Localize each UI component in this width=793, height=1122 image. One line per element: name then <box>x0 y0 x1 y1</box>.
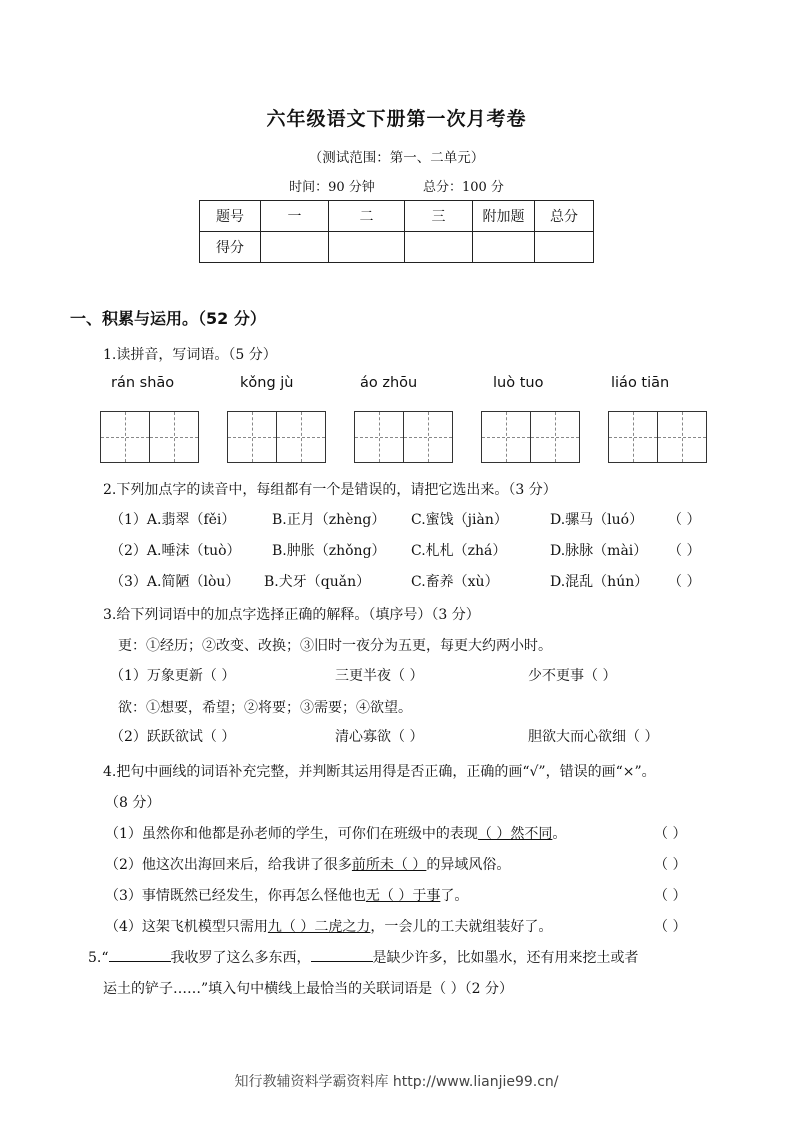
test-scope: （测试范围：第一、二单元） <box>308 150 485 166</box>
judge-blank[interactable]: （ ） <box>654 888 687 904</box>
question-2-prompt: 2.下列加点字的读音中，每组都有一个是错误的，请把它选出来。（3 分） <box>103 482 557 498</box>
yu-item[interactable]: 胆欲大而心欲细（ ） <box>528 729 659 745</box>
option-c: C.畜养（xù） <box>411 574 499 590</box>
option-b: B.犬牙（quǎn） <box>264 574 371 590</box>
question-1-prompt: 1.读拼音，写词语。（5 分） <box>103 347 277 363</box>
score-table <box>199 200 594 263</box>
q4-item-text: ，一会儿的工夫就组装好了。 <box>370 919 553 935</box>
time-limit: 时间：90 分钟 <box>289 180 375 195</box>
q4-underlined-idiom[interactable]: 前所未（ ） <box>351 857 427 873</box>
option-a: （1）A.翡翠（fěi） <box>110 512 236 528</box>
option-a: （3）A.简陋（lòu） <box>110 574 240 590</box>
geng-item[interactable]: （1）万象更新（ ） <box>110 668 236 684</box>
q4-item-text: （3）事情既然已经发生，你再怎么怪他也 <box>105 888 366 904</box>
score-cell: 题号 <box>200 201 261 232</box>
judge-blank[interactable]: （ ） <box>654 919 687 935</box>
score-input-cell[interactable] <box>405 232 473 263</box>
q4-item-text: （1）虽然你和他都是孙老师的学生，可你们在班级中的表现 <box>105 826 478 842</box>
geng-item[interactable]: 少不更事（ ） <box>528 668 617 684</box>
score-cell: 得分 <box>200 232 261 263</box>
writing-grid[interactable] <box>481 411 580 463</box>
judge-blank[interactable]: （ ） <box>654 826 687 842</box>
score-cell: 三 <box>405 201 473 232</box>
question-4-prompt: 4.把句中画线的词语补充完整，并判断其运用得是否正确，正确的画“√”，错误的画“×”。 <box>103 764 656 780</box>
score-input-cell[interactable] <box>535 232 594 263</box>
score-table-header-row <box>200 201 594 232</box>
score-input-cell[interactable] <box>473 232 535 263</box>
q5-text: 是缺少许多，比如墨水，还有用来挖土或者 <box>372 950 639 966</box>
section-heading: 一、积累与运用。（52 分） <box>70 309 266 328</box>
total-score: 总分：100 分 <box>422 180 504 195</box>
yu-item[interactable]: （2）跃跃欲试（ ） <box>110 729 236 745</box>
q4-item-text: （2）他这次出海回来后，给我讲了很多 <box>105 857 352 873</box>
writing-grid[interactable] <box>354 411 453 463</box>
option-a: （2）A.唾沫（tuò） <box>110 543 241 559</box>
question-5-line2: 运土的铲子……”填入句中横线上最恰当的关联词语是（ ）（2 分） <box>103 981 513 997</box>
q4-item <box>105 854 510 874</box>
question-4-points: （8 分） <box>105 795 161 811</box>
writing-grid[interactable] <box>227 411 326 463</box>
answer-blank[interactable]: （ ） <box>668 512 701 528</box>
option-b: B.正月（zhèng） <box>272 512 386 528</box>
q4-item <box>105 916 552 936</box>
definition-yu: 欲：①想要，希望；②将要；③需要；④欲望。 <box>118 700 412 716</box>
q4-underlined-idiom[interactable]: 无（ ）于事 <box>365 888 441 904</box>
pinyin-3: áo zhōu <box>360 375 418 391</box>
q4-item-text: （4）这架飞机模型只需用 <box>105 919 268 935</box>
exam-meta <box>0 176 793 195</box>
fill-blank[interactable] <box>109 949 171 962</box>
score-cell: 总分 <box>535 201 594 232</box>
judge-blank[interactable]: （ ） <box>654 857 687 873</box>
q4-underlined-idiom[interactable]: 九（ ）二虎之力 <box>267 919 371 935</box>
q4-item <box>105 885 468 905</box>
q4-item-text: 的异域风俗。 <box>426 857 511 873</box>
q4-item-text: 。 <box>552 826 567 842</box>
score-cell: 一 <box>261 201 329 232</box>
answer-blank[interactable]: （ ） <box>668 543 701 559</box>
question-5-line1 <box>88 947 639 967</box>
option-d: D.骡马（luó） <box>550 512 644 528</box>
q5-text: 我收罗了这么多东西， <box>170 950 311 966</box>
score-input-cell[interactable] <box>261 232 329 263</box>
pinyin-4: luò tuo <box>493 375 544 391</box>
writing-grid[interactable] <box>100 411 199 463</box>
writing-grid[interactable] <box>608 411 707 463</box>
option-b: B.肿胀（zhǒng） <box>272 543 386 559</box>
q5-text: 5.“ <box>88 950 109 966</box>
option-d: D.混乱（hún） <box>550 574 649 590</box>
footer-watermark: 知行教辅资料学霸资料库 http://www.lianjie99.cn/ <box>234 1074 559 1090</box>
option-c: C.札札（zhá） <box>411 543 507 559</box>
pinyin-1: rán shāo <box>111 375 175 391</box>
definition-geng: 更：①经历；②改变、改换；③旧时一夜分为五更，每更大约两小时。 <box>118 638 552 654</box>
score-table-score-row <box>200 232 594 263</box>
pinyin-2: kǒng jù <box>240 375 294 391</box>
score-input-cell[interactable] <box>329 232 405 263</box>
option-d: D.脉脉（mài） <box>550 543 648 559</box>
pinyin-5: liáo tiān <box>611 375 670 391</box>
fill-blank[interactable] <box>311 949 373 962</box>
page-title: 六年级语文下册第一次月考卷 <box>266 108 527 130</box>
q4-underlined-idiom[interactable]: （ ）然不同 <box>477 826 553 842</box>
q4-item <box>105 823 566 843</box>
q4-item-text: 了。 <box>440 888 469 904</box>
question-3-prompt: 3.给下列词语中的加点字选择正确的解释。（填序号）（3 分） <box>103 607 480 623</box>
option-c: C.蜜饯（jiàn） <box>411 512 508 528</box>
geng-item[interactable]: 三更半夜（ ） <box>335 668 424 684</box>
score-cell: 二 <box>329 201 405 232</box>
score-cell: 附加题 <box>473 201 535 232</box>
answer-blank[interactable]: （ ） <box>668 574 701 590</box>
yu-item[interactable]: 清心寡欲（ ） <box>335 729 424 745</box>
